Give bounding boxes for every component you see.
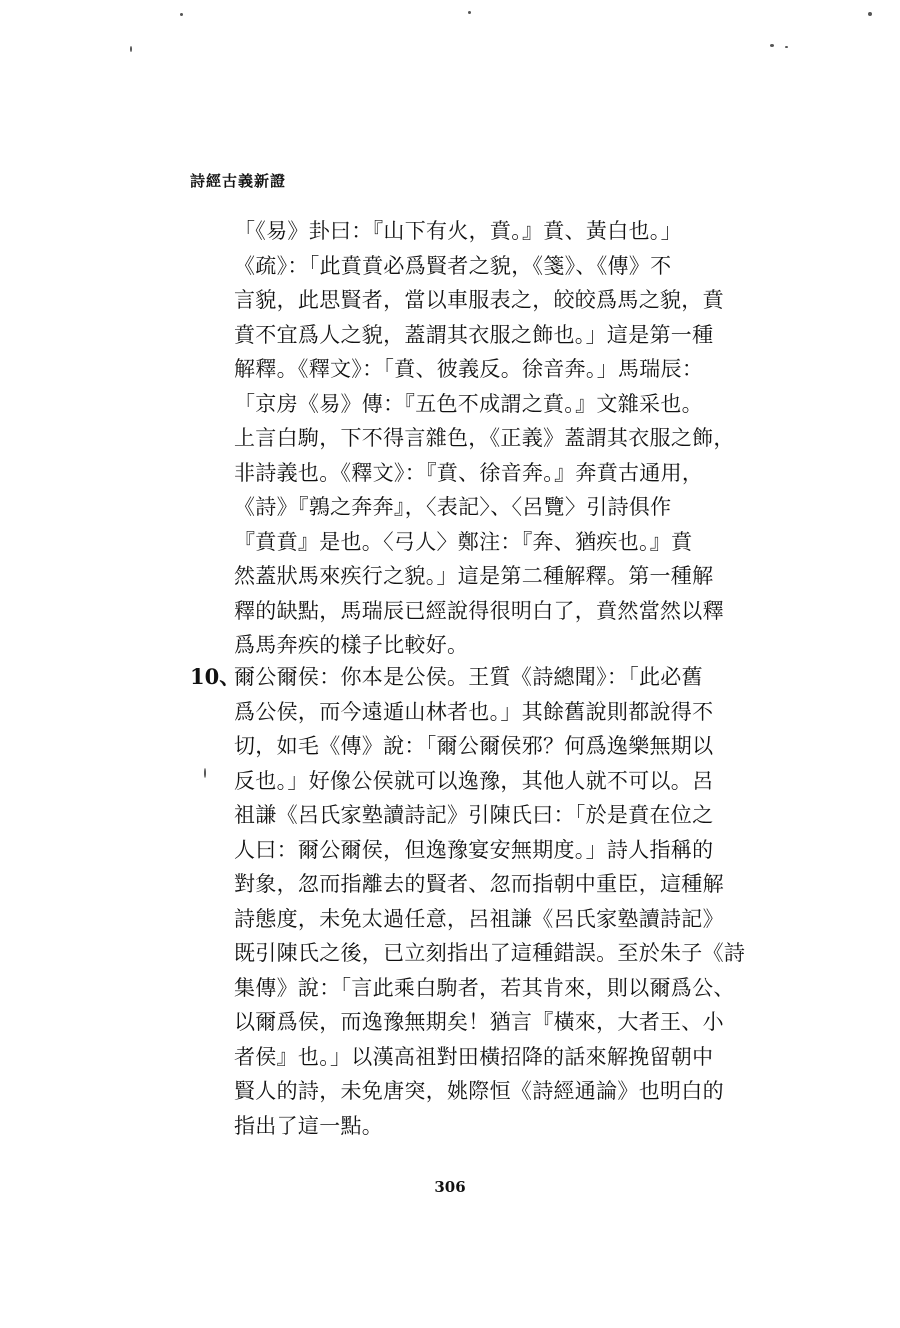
text-line: 爲馬奔疾的樣子比較好。	[234, 633, 469, 657]
scan-speck	[204, 768, 206, 778]
text-line: 非詩義也。《釋文》：『賁、徐音奔。』奔賁古通用，	[234, 460, 704, 485]
scan-speck	[180, 13, 183, 16]
text-line: 解釋。《釋文》：「賁、彼義反。徐音奔。」馬瑞辰：	[234, 357, 704, 381]
text-line: 『賁賁』是也。〈弓人〉鄭注：『奔、猶疾也。』賁	[234, 529, 693, 554]
text-line: 者侯』也。」以漢高祖對田橫招降的話來解挽留朝中	[234, 1044, 714, 1069]
text-line: 人曰：爾公爾侯，但逸豫宴安無期度。」詩人指稱的	[234, 837, 714, 862]
text-line: 「京房《易》傳：『五色不成謂之賁。』文雜采也。	[234, 391, 703, 416]
text-line: 「《易》卦曰：『山下有火，賁。』賁、黃白也。」	[234, 219, 682, 243]
text-line: 切，如毛《傳》說：「爾公爾侯邪？何爲逸樂無期以	[234, 734, 714, 758]
text-line: 反也。」好像公侯就可以逸豫，其他人就不可以。呂	[234, 768, 714, 793]
text-line: 祖謙《呂氏家塾讀詩記》引陳氏曰：「於是賁在位之	[234, 803, 714, 827]
scan-speck	[868, 12, 872, 16]
text-line: 上言白駒，下不得言雜色，《正義》蓋謂其衣服之飾，	[234, 426, 735, 450]
text-line: 既引陳氏之後，已立刻指出了這種錯誤。至於朱子《詩	[234, 941, 746, 965]
text-line: 《疏》：「此賁賁必爲賢者之貌，《箋》、《傳》不	[234, 253, 672, 278]
text-line: 指出了這一點。	[234, 1113, 384, 1138]
text-line: 爲公侯，而今遠遁山林者也。」其餘舊說則都說得不	[234, 699, 714, 724]
note-number: 10、	[190, 664, 241, 689]
note-10-paragraph	[234, 660, 774, 1143]
text-line: 賢人的詩，未免唐突，姚際恒《詩經通論》也明白的	[234, 1079, 724, 1103]
text-line: 然蓋狀馬來疾行之貌。」這是第二種解釋。第一種解	[234, 564, 714, 588]
text-line: 以爾爲侯，而逸豫無期矣！猶言『橫來，大者王、小	[234, 1010, 724, 1034]
text-line: 集傳》說：「言此乘白駒者，若其肯來，則以爾爲公、	[234, 975, 735, 1000]
text-line: 《詩》『鶉之奔奔』，〈表記〉、〈呂覽〉引詩俱作	[234, 495, 672, 519]
paragraph-continuation	[234, 214, 774, 663]
text-line: 爾公爾侯：你本是公侯。王質《詩總聞》：「此必舊	[234, 665, 703, 689]
text-line: 釋的缺點，馬瑞辰已經說得很明白了，賁然當然以釋	[234, 598, 724, 623]
text-line: 對象，忽而指離去的賢者、忽而指朝中重臣，這種解	[234, 872, 724, 896]
scan-speck	[468, 11, 471, 14]
text-line: 言貌，此思賢者，當以車服表之，皎皎爲馬之貌，賁	[234, 288, 724, 312]
text-line: 詩態度，未免太過任意，呂祖謙《呂氏家塾讀詩記》	[234, 906, 724, 931]
scan-speck	[770, 44, 774, 47]
scan-speck	[785, 46, 788, 48]
page-number: 306	[434, 1178, 466, 1196]
running-head: 詩經古義新證	[190, 172, 287, 190]
text-line: 賁不宜爲人之貌，蓋謂其衣服之飾也。」這是第一種	[234, 322, 714, 347]
scan-speck	[130, 46, 132, 52]
